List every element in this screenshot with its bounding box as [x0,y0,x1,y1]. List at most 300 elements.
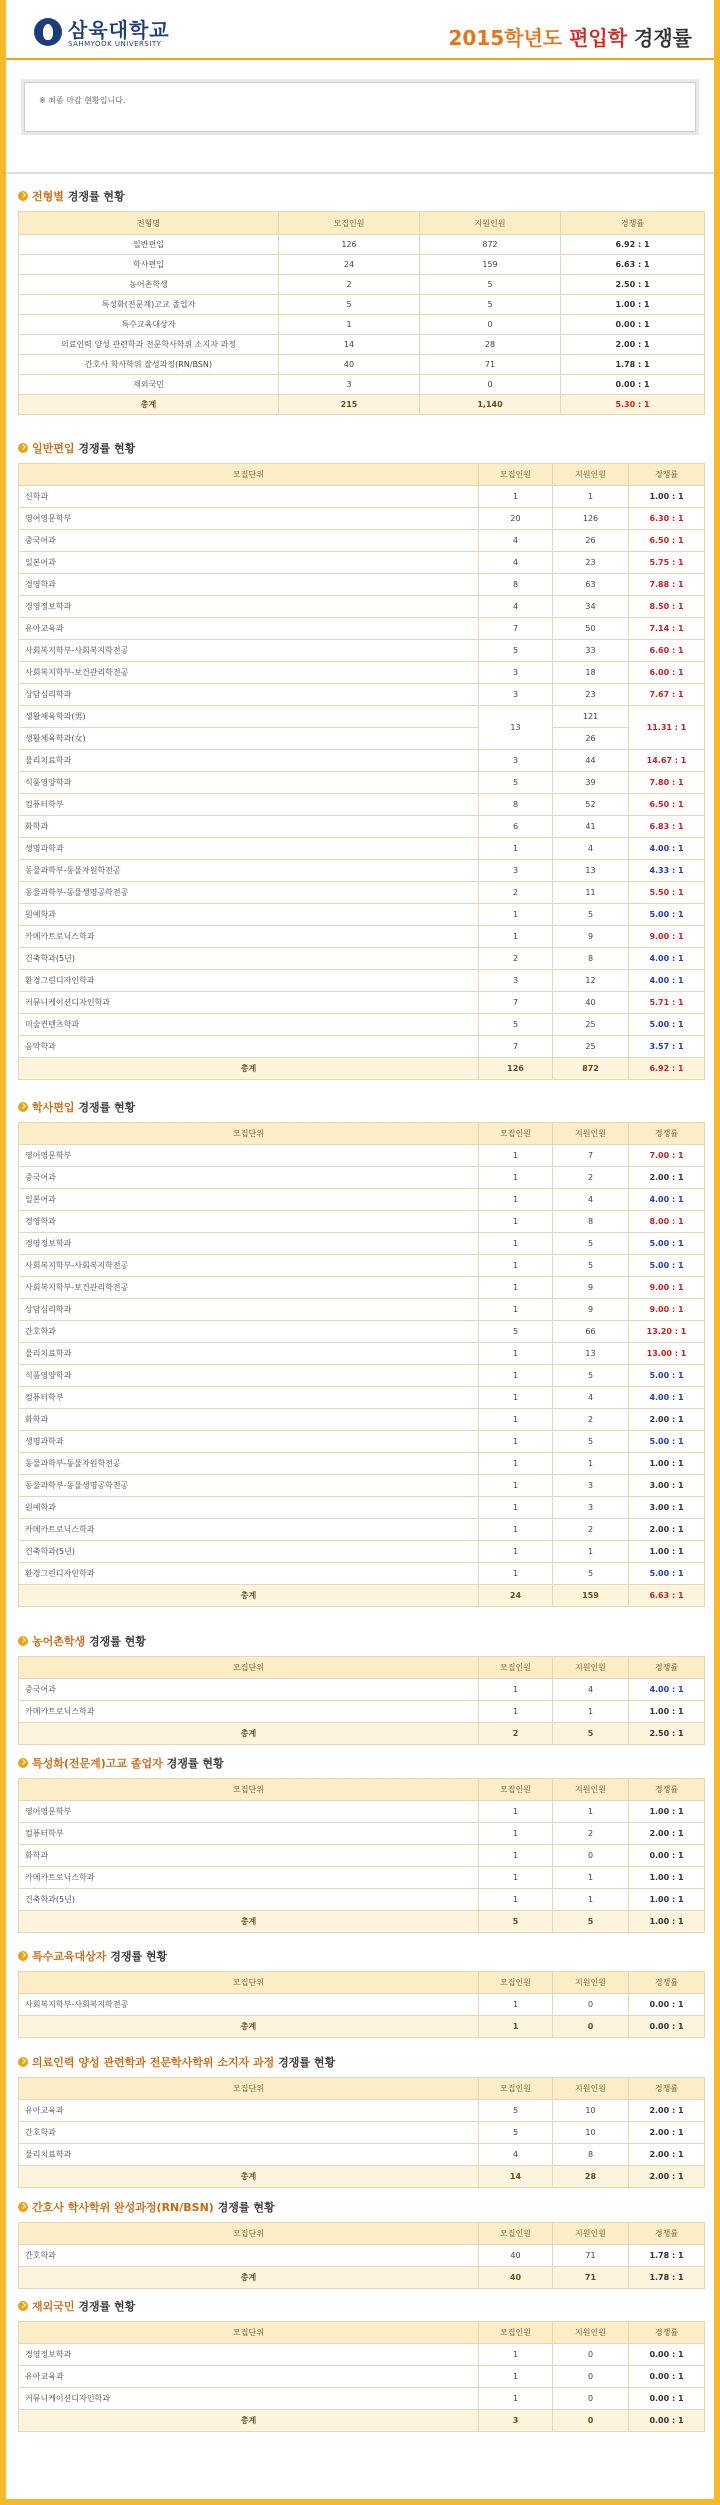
applicant-count: 4 [553,1679,629,1701]
applicant-count: 10 [553,2122,629,2144]
rate-section [18,2198,704,2289]
applicant-count: 66 [553,1321,629,1343]
department-name: 동물과학부-동물생명공학전공 [19,882,479,904]
rate-section [18,439,704,1080]
recruit-count: 3 [279,375,420,395]
applicant-count: 159 [420,255,561,275]
recruit-count: 5 [479,1321,553,1343]
competition-rate: 2.00 : 1 [629,2100,705,2122]
total-label: 총계 [19,2267,479,2289]
total-applicants: 0 [553,2016,629,2038]
competition-rate: 2.50 : 1 [561,275,705,295]
section-title-rest: 경쟁률 현황 [63,190,125,203]
applicant-count: 5 [553,904,629,926]
column-header: 모집인원 [479,1657,553,1679]
department-table [18,463,705,1080]
applicant-count: 5 [420,295,561,315]
applicant-count: 5 [553,1431,629,1453]
section-title-rest: 경쟁률 현황 [213,2201,275,2214]
applicant-count: 5 [553,1563,629,1585]
recruit-count: 1 [479,1679,553,1701]
department-name: 커뮤니케이션디자인학과 [19,992,479,1014]
column-header: 모집단위 [19,2322,479,2344]
applicant-count: 33 [553,640,629,662]
table-row [19,1431,705,1453]
recruit-count: 1 [479,1801,553,1823]
competition-rate: 6.60 : 1 [629,640,705,662]
applicant-count: 2 [553,1519,629,1541]
competition-rate: 13.20 : 1 [629,1321,705,1343]
column-header: 지원인원 [553,1779,629,1801]
recruit-count: 1 [479,1519,553,1541]
table-row [19,2122,705,2144]
table-row [19,1255,705,1277]
recruit-count: 13 [479,706,553,750]
section-title-rest: 경쟁률 현황 [274,2056,336,2069]
department-name: 사회복지학부-보건관리학전공 [19,662,479,684]
department-table [18,2321,705,2432]
table-row [19,728,705,750]
title-year: 2015학년도 [448,26,563,50]
recruit-count: 5 [479,772,553,794]
total-recruit: 1 [479,2016,553,2038]
total-rate: 1.78 : 1 [629,2267,705,2289]
total-applicants: 872 [553,1058,629,1080]
recruit-count: 5 [479,2122,553,2144]
table-row [19,2388,705,2410]
column-header: 경쟁률 [629,2223,705,2245]
total-row [19,1911,705,1933]
section-title-highlight: 재외국민 [32,2300,75,2313]
competition-rate: 1.78 : 1 [561,355,705,375]
department-name: 카메카트로닉스학과 [19,1519,479,1541]
recruit-count: 1 [479,1431,553,1453]
recruit-count: 1 [479,1211,553,1233]
department-name: 환경그린디자인학과 [19,1563,479,1585]
competition-rate: 0.00 : 1 [629,2344,705,2366]
applicant-count: 126 [553,508,629,530]
competition-rate: 2.00 : 1 [629,1519,705,1541]
applicant-count: 5 [420,275,561,295]
rate-section [18,2053,704,2188]
recruit-count: 1 [479,486,553,508]
table-row [19,255,705,275]
recruit-count: 1 [479,1475,553,1497]
recruit-count: 1 [479,1701,553,1723]
table-row [19,1145,705,1167]
table-row [19,1519,705,1541]
total-label: 총계 [19,2016,479,2038]
competition-rate: 5.00 : 1 [629,1563,705,1585]
section-title [18,2297,704,2317]
column-header: 경쟁률 [629,1779,705,1801]
total-label: 총계 [19,1058,479,1080]
table-row [19,2100,705,2122]
section-title-highlight: 간호사 학사학위 완성과정(RN/BSN) [32,2201,214,2214]
check-circle-icon [18,1758,28,1768]
total-label: 총계 [19,2166,479,2188]
column-header: 모집인원 [479,2223,553,2245]
header-row [19,1972,705,1994]
logo-english-text: SAHMYOOK UNIVERSITY [68,40,162,48]
track-name: 간호사 학사학위 잘성과정(RN/BSN) [19,355,279,375]
column-header: 모집인원 [279,212,420,235]
section-title-rest: 경쟁률 현황 [74,2300,136,2313]
table-row [19,1497,705,1519]
competition-rate: 5.71 : 1 [629,992,705,1014]
section-title-highlight: 농어촌학생 [32,1635,86,1648]
table-row [19,235,705,255]
check-circle-icon [18,1636,28,1646]
department-name: 사회복지학부-사회복지학전공 [19,1255,479,1277]
total-label: 총계 [19,1723,479,1745]
competition-rate: 1.00 : 1 [629,1701,705,1723]
table-row [19,1994,705,2016]
competition-rate: 5.50 : 1 [629,882,705,904]
competition-rate: 2.00 : 1 [629,2122,705,2144]
department-name: 커뮤니케이션디자인학과 [19,2388,479,2410]
summary-section [18,187,704,415]
column-header: 지원인원 [553,1123,629,1145]
department-name: 동물과학부-동물자원학전공 [19,1453,479,1475]
applicant-count: 50 [553,618,629,640]
department-name: 일본어과 [19,552,479,574]
competition-rate: 2.00 : 1 [629,2144,705,2166]
competition-rate: 6.63 : 1 [561,255,705,275]
table-row [19,970,705,992]
recruit-count: 4 [479,530,553,552]
applicant-count: 13 [553,1343,629,1365]
table-row [19,1277,705,1299]
table-row [19,618,705,640]
applicant-count: 9 [553,1299,629,1321]
department-name: 식품영양학과 [19,772,479,794]
competition-rate: 7.67 : 1 [629,684,705,706]
table-row [19,860,705,882]
table-row [19,640,705,662]
applicant-count: 2 [553,1409,629,1431]
table-row [19,1343,705,1365]
column-header: 모집인원 [479,2078,553,2100]
competition-rate: 0.00 : 1 [629,2388,705,2410]
total-applicants: 5 [553,1723,629,1745]
table-row [19,295,705,315]
applicant-count: 41 [553,816,629,838]
divider [6,172,714,174]
competition-rate: 1.00 : 1 [629,1889,705,1911]
applicant-count: 8 [553,2144,629,2166]
applicant-count: 2 [553,1167,629,1189]
recruit-count: 7 [479,618,553,640]
applicant-count: 7 [553,1145,629,1167]
recruit-count: 1 [479,1994,553,2016]
track-name: 학사편입 [19,255,279,275]
total-rate: 1.00 : 1 [629,1911,705,1933]
recruit-count: 1 [479,838,553,860]
applicant-count: 63 [553,574,629,596]
department-name: 생활체육학과(女) [19,728,479,750]
department-name: 물리치료학과 [19,750,479,772]
table-row [19,904,705,926]
applicant-count: 1 [553,1801,629,1823]
department-name: 컴퓨터학부 [19,794,479,816]
table-row [19,1541,705,1563]
recruit-count: 1 [479,1365,553,1387]
competition-rate: 5.75 : 1 [629,552,705,574]
table-row [19,1365,705,1387]
total-recruit: 126 [479,1058,553,1080]
total-rate: 5.30 : 1 [561,395,705,415]
competition-rate: 7.80 : 1 [629,772,705,794]
total-applicants: 28 [553,2166,629,2188]
total-rate: 2.50 : 1 [629,1723,705,1745]
track-name: 농어촌학생 [19,275,279,295]
recruit-count: 5 [279,295,420,315]
total-row [19,1585,705,1607]
section-title-rest: 경쟁률 현황 [74,442,136,455]
department-name: 건축학과(5년) [19,948,479,970]
recruit-count: 8 [479,574,553,596]
competition-rate: 3.57 : 1 [629,1036,705,1058]
table-row [19,1701,705,1723]
applicant-count: 4 [553,838,629,860]
recruit-count: 3 [479,970,553,992]
table-row [19,315,705,335]
header-row [19,1779,705,1801]
recruit-count: 1 [479,904,553,926]
column-header: 모집인원 [479,464,553,486]
column-header: 모집단위 [19,1123,479,1145]
applicant-count: 0 [553,2388,629,2410]
recruit-count: 1 [479,1823,553,1845]
department-name: 음악학과 [19,1036,479,1058]
rate-section [18,1754,704,1933]
applicant-count: 1 [553,1867,629,1889]
university-logo-icon[interactable] [34,18,62,46]
table-row [19,684,705,706]
applicant-count: 23 [553,552,629,574]
table-row [19,1823,705,1845]
applicant-count: 52 [553,794,629,816]
competition-rate: 3.00 : 1 [629,1497,705,1519]
recruit-count: 40 [279,355,420,375]
total-applicants: 5 [553,1911,629,1933]
department-table [18,1971,705,2038]
department-name: 중국어과 [19,1167,479,1189]
table-row [19,596,705,618]
summary-table [18,211,705,415]
table-row [19,552,705,574]
recruit-count: 7 [479,1036,553,1058]
recruit-count: 2 [279,275,420,295]
column-header: 경쟁률 [629,2322,705,2344]
table-row [19,1409,705,1431]
table-row [19,1387,705,1409]
logo-korean-text[interactable]: 삼육대학교 [68,18,170,42]
competition-rate: 0.00 : 1 [561,315,705,335]
competition-rate: 4.00 : 1 [629,1679,705,1701]
applicant-count: 0 [420,375,561,395]
notice-text: ※ 최종 마감 현황입니다. [39,96,126,105]
column-header: 모집단위 [19,1972,479,1994]
header-row [19,464,705,486]
recruit-count: 5 [479,640,553,662]
competition-rate: 9.00 : 1 [629,1277,705,1299]
department-name: 원예학과 [19,904,479,926]
header-row [19,2078,705,2100]
recruit-count: 6 [479,816,553,838]
applicant-count: 0 [553,2366,629,2388]
competition-rate: 2.00 : 1 [561,335,705,355]
total-recruit: 24 [479,1585,553,1607]
table-row [19,772,705,794]
recruit-count: 8 [479,794,553,816]
column-header: 경쟁률 [629,2078,705,2100]
department-name: 동물과학부-동물자원학전공 [19,860,479,882]
header-row [19,2223,705,2245]
column-header: 지원인원 [553,2223,629,2245]
section-title [18,1754,704,1774]
table-row [19,486,705,508]
recruit-count: 40 [479,2245,553,2267]
applicant-count: 1 [553,1701,629,1723]
header-row [19,1123,705,1145]
recruit-count: 3 [479,684,553,706]
applicant-count: 12 [553,970,629,992]
total-row [19,2166,705,2188]
competition-rate: 1.00 : 1 [629,1801,705,1823]
applicant-count: 5 [553,1365,629,1387]
table-row [19,838,705,860]
applicant-count: 25 [553,1036,629,1058]
table-row [19,816,705,838]
table-row [19,2366,705,2388]
applicant-count: 2 [553,1823,629,1845]
recruit-count: 1 [479,2344,553,2366]
competition-rate: 4.00 : 1 [629,948,705,970]
column-header: 지원인원 [553,464,629,486]
track-name: 특성화(전문계)고교 졸업자 [19,295,279,315]
column-header: 지원인원 [553,1657,629,1679]
column-header: 경쟁률 [561,212,705,235]
table-row [19,335,705,355]
department-name: 경영학과 [19,1211,479,1233]
department-name: 신학과 [19,486,479,508]
check-circle-icon [18,2057,28,2067]
applicant-count: 0 [553,1994,629,2016]
applicant-count: 18 [553,662,629,684]
table-row [19,1867,705,1889]
total-recruit: 3 [479,2410,553,2432]
total-applicants: 1,140 [420,395,561,415]
applicant-count: 13 [553,860,629,882]
table-row [19,1014,705,1036]
applicant-count: 0 [553,2344,629,2366]
department-name: 컴퓨터학부 [19,1387,479,1409]
competition-rate: 2.00 : 1 [629,1167,705,1189]
table-row [19,1453,705,1475]
recruit-count: 1 [479,1541,553,1563]
section-title [18,1632,704,1652]
table-row [19,508,705,530]
competition-rate: 5.00 : 1 [629,1365,705,1387]
department-name: 사회복지학부-사회복지학전공 [19,1994,479,2016]
table-row [19,1211,705,1233]
competition-rate: 5.00 : 1 [629,904,705,926]
recruit-count: 3 [479,860,553,882]
department-name: 컴퓨터학부 [19,1823,479,1845]
total-applicants: 159 [553,1585,629,1607]
total-rate: 6.63 : 1 [629,1585,705,1607]
title-rest: 경쟁률 [627,26,692,50]
applicant-count: 3 [553,1497,629,1519]
applicant-count: 44 [553,750,629,772]
competition-rate: 7.88 : 1 [629,574,705,596]
check-circle-icon [18,2301,28,2311]
recruit-count: 2 [479,948,553,970]
table-row [19,794,705,816]
total-rate: 2.00 : 1 [629,2166,705,2188]
department-name: 화학과 [19,1845,479,1867]
competition-rate: 6.50 : 1 [629,530,705,552]
competition-rate: 6.83 : 1 [629,816,705,838]
applicant-count: 1 [553,486,629,508]
department-name: 간호학과 [19,2245,479,2267]
applicant-count: 26 [553,530,629,552]
applicant-count: 5 [553,1233,629,1255]
header-row [19,1657,705,1679]
total-row [19,1723,705,1745]
rate-section [18,1632,704,1745]
department-table [18,2222,705,2289]
recruit-count: 1 [479,1563,553,1585]
total-label: 총계 [19,1585,479,1607]
applicant-count: 39 [553,772,629,794]
table-row [19,1233,705,1255]
recruit-count: 4 [479,596,553,618]
recruit-count: 1 [479,1845,553,1867]
table-row [19,355,705,375]
department-name: 경영정보학과 [19,2344,479,2366]
table-row [19,1036,705,1058]
applicant-count: 9 [553,926,629,948]
total-label: 총계 [19,395,279,415]
department-table [18,1656,705,1745]
header-row [19,2322,705,2344]
section-title-highlight: 특수교육대상자 [32,1950,107,1963]
competition-rate: 5.00 : 1 [629,1014,705,1036]
check-circle-icon [18,1102,28,1112]
competition-rate: 9.00 : 1 [629,1299,705,1321]
rate-section [18,1098,704,1607]
applicant-count: 28 [420,335,561,355]
competition-rate: 4.33 : 1 [629,860,705,882]
table-row [19,948,705,970]
department-name: 동물과학부-동물생명공학전공 [19,1475,479,1497]
total-recruit: 14 [479,2166,553,2188]
table-row [19,926,705,948]
competition-rate: 0.00 : 1 [629,2366,705,2388]
recruit-count: 2 [479,882,553,904]
recruit-count: 3 [479,750,553,772]
column-header: 모집단위 [19,1657,479,1679]
department-name: 원예학과 [19,1497,479,1519]
applicant-count: 3 [553,1475,629,1497]
competition-rate: 1.00 : 1 [629,1453,705,1475]
recruit-count: 1 [479,2366,553,2388]
table-row [19,530,705,552]
section-title-rest: 경쟁률 현황 [85,1635,146,1648]
